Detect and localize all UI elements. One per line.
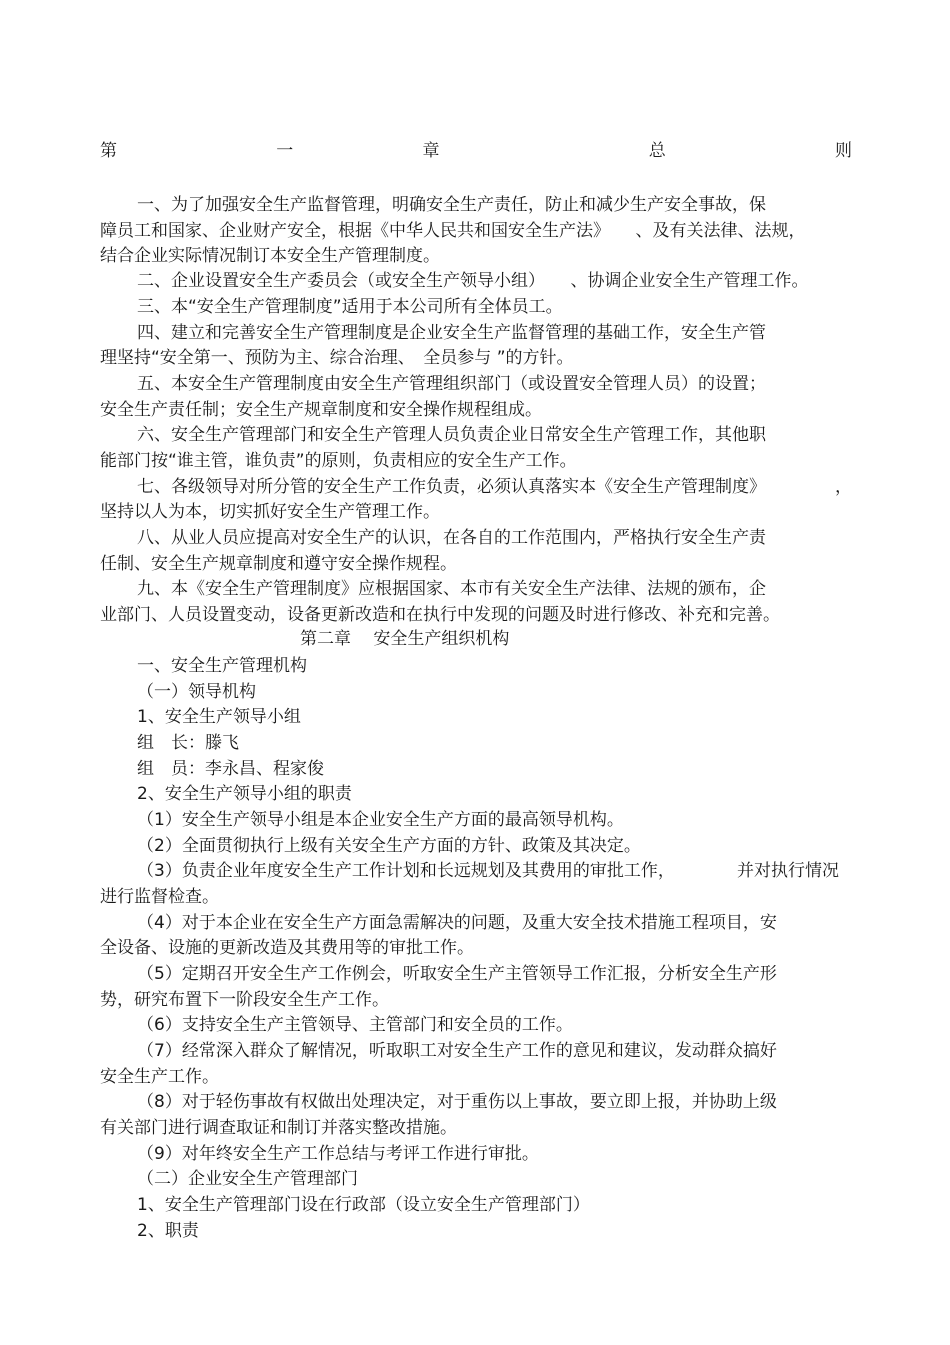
paragraph-line: 一、为了加强安全生产监督管理，明确安全生产责任，防止和减少生产安全事故，保 xyxy=(137,195,766,215)
duty-line: 进行监督检查。 xyxy=(100,887,219,907)
duty-line: （1）安全生产领导小组是本企业安全生产方面的最高领导机构。 xyxy=(137,810,624,830)
paragraph-line: 七、各级领导对所分管的安全生产工作负责，必须认真落实本《安全生产管理制度》 xyxy=(137,477,766,497)
member-line: 组 长：滕飞 xyxy=(137,733,239,753)
duty-line: （5）定期召开安全生产工作例会，听取安全生产主管领导工作汇报，分析安全生产形 xyxy=(137,964,777,984)
chapter-1-heading xyxy=(100,140,852,162)
paragraph-line: 能部门按“谁主管，谁负责”的原则，负责相应的安全生产工作。 xyxy=(100,451,577,471)
duty-line: 有关部门进行调查取证和制订并落实整改措施。 xyxy=(100,1118,457,1138)
paragraph-line: 坚持以人为本，切实抓好安全生产管理工作。 xyxy=(100,502,440,522)
paragraph-line: 障员工和国家、企业财产安全，根据《中华人民共和国安全生产法》 、及有关法律、法规， xyxy=(100,221,806,241)
duty-line: 并对执行情况 xyxy=(737,861,839,881)
paragraph-line: 安全生产责任制；安全生产规章制度和安全操作规程组成。 xyxy=(100,400,542,420)
heading-char: 第 xyxy=(100,141,117,161)
heading-char: 总 xyxy=(648,141,666,161)
item-heading: 2、安全生产领导小组的职责 xyxy=(137,784,352,804)
subsection-heading: （一）领导机构 xyxy=(137,682,256,702)
subsection-heading: （二）企业安全生产管理部门 xyxy=(137,1169,358,1189)
duty-line: （7）经常深入群众了解情况，听取职工对安全生产工作的意见和建议，发动群众搞好 xyxy=(137,1041,777,1061)
duty-line: 安全生产工作。 xyxy=(100,1067,219,1087)
heading-char: 一 xyxy=(276,141,294,161)
member-line: 组 员：李永昌、程家俊 xyxy=(137,759,324,779)
duty-line: （6）支持安全生产主管领导、主管部门和安全员的工作。 xyxy=(137,1015,573,1035)
duty-line: （3）负责企业年度安全生产工作计划和长远规划及其费用的审批工作， xyxy=(137,861,675,881)
duty-line: （9）对年终安全生产工作总结与考评工作进行审批。 xyxy=(137,1144,539,1164)
item-heading: 1、安全生产领导小组 xyxy=(137,707,301,727)
duty-line: （4）对于本企业在安全生产方面急需解决的问题，及重大安全技术措施工程项目，安 xyxy=(137,913,777,933)
duty-line: （8）对于轻伤事故有权做出处理决定，对于重伤以上事故，要立即上报，并协助上级 xyxy=(137,1092,777,1112)
item-heading: 2、职责 xyxy=(137,1221,199,1241)
paragraph-line: 任制、安全生产规章制度和遵守安全操作规程。 xyxy=(100,554,457,574)
paragraph-line: 九、本《安全生产管理制度》应根据国家、本市有关安全生产法律、法规的颁布，企 xyxy=(137,579,766,599)
chapter-2-heading: 第二章 安全生产组织机构 xyxy=(300,629,510,649)
paragraph-line: 八、从业人员应提高对安全生产的认识，在各自的工作范围内，严格执行安全生产责 xyxy=(137,528,766,548)
section-heading: 一、安全生产管理机构 xyxy=(137,656,307,676)
paragraph-line: 四、建立和完善安全生产管理制度是企业安全生产监督管理的基础工作，安全生产管 xyxy=(137,323,766,343)
duty-line: 全设备、设施的更新改造及其费用等的审批工作。 xyxy=(100,938,474,958)
paragraph-line: 业部门、人员设置变动，设备更新改造和在执行中发现的问题及时进行修改、补充和完善。 xyxy=(100,605,780,625)
paragraph-line: 五、本安全生产管理制度由安全生产管理组织部门（或设置安全管理人员）的设置； xyxy=(137,374,766,394)
item-heading: 1、安全生产管理部门设在行政部（设立安全生产管理部门） xyxy=(137,1195,590,1215)
duty-line: 势，研究布置下一阶段安全生产工作。 xyxy=(100,990,389,1010)
duty-line: （2）全面贯彻执行上级有关安全生产方面的方针、政策及其决定。 xyxy=(137,836,641,856)
paragraph-line: ， xyxy=(835,477,852,497)
paragraph-line: 三、本“安全生产管理制度”适用于本公司所有全体员工。 xyxy=(137,297,563,317)
paragraph-line: 六、安全生产管理部门和安全生产管理人员负责企业日常安全生产管理工作，其他职 xyxy=(137,425,766,445)
heading-char: 则 xyxy=(835,141,852,161)
paragraph-line: 理坚持“安全第一、预防为主、综合治理、 全员参与 ”的方针。 xyxy=(100,348,574,368)
heading-char: 章 xyxy=(422,141,440,161)
paragraph-line: 二、企业设置安全生产委员会（或安全生产领导小组） 、协调企业安全生产管理工作。 xyxy=(137,271,809,291)
paragraph-line: 结合企业实际情况制订本安全生产管理制度。 xyxy=(100,246,440,266)
